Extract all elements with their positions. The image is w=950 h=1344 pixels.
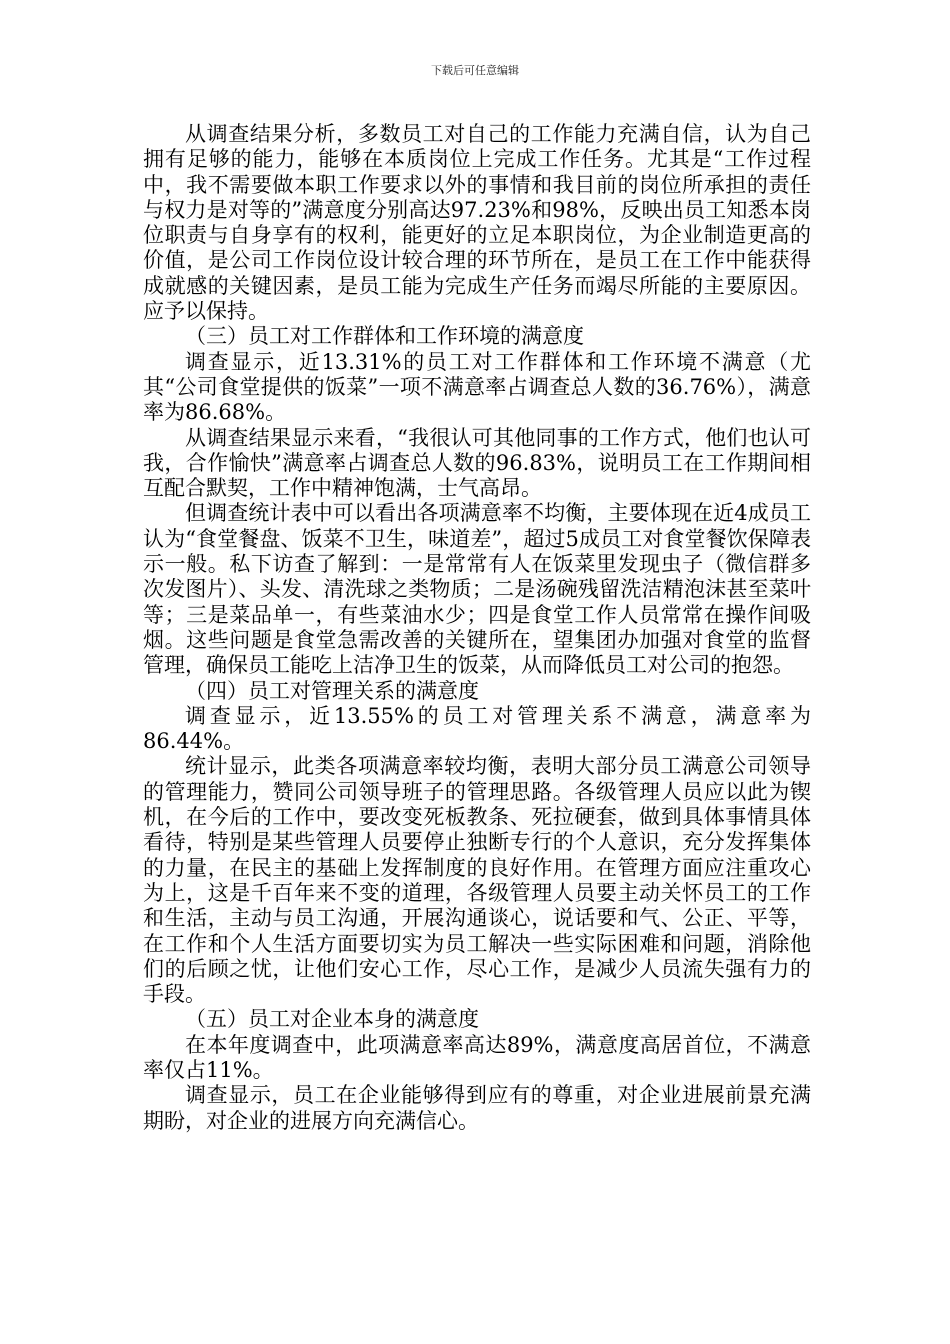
paragraph-ability-analysis: 从调查结果分析，多数员工对自己的工作能力充满自信，认为自己拥有足够的能力，能够在本质岗位上完成工作任务。尤其是“工作过程中，我不需要做本职工作要求以外的事情和我目前的岗位所承担的责任与权力是对等的”满意度分别高达97.23%和98%，反映出员工知悉本岗位职责与自身享有的权利，能更好的立足本职岗位，为企业制造更高的价值，是公司工作岗位设计较合理的环节所在，是员工在工作中能获得成就感的关键因素，是员工能为完成生产任务而竭尽所能的主要原因。应予以保持。 xyxy=(143,122,811,324)
document-body xyxy=(143,122,811,1134)
paragraph-management-advice: 统计显示，此类各项满意率较均衡，表明大部分员工满意公司领导的管理能力，赞同公司领导班子的管理思路。各级管理人员应以此为锲机，在今后的工作中，要改变死板教条、死拉硬套，做到具体事情具体看待，特别是某些管理人员要停止独断专行的个人意识，充分发挥集体的力量，在民主的基础上发挥制度的良好作用。在管理方面应注重攻心为上，这是千百年来不变的道理，各级管理人员要主动关怀员工的工作和生活，主动与员工沟通，开展沟通谈心，说话要和气、公正、平等，在工作和个人生活方面要切实为员工解决一些实际困难和问题，消除他们的后顾之忧，让他们安心工作，尽心工作，是减少人员流失强有力的手段。 xyxy=(143,754,811,1007)
section-heading-management: （四）员工对管理关系的满意度 xyxy=(185,678,479,703)
page-header: 下载后可任意编辑 xyxy=(431,64,519,77)
paragraph-enterprise-outlook: 调查显示，员工在企业能够得到应有的尊重，对企业进展前景充满期盼，对企业的进展方向充满信心。 xyxy=(143,1083,811,1133)
section-heading-enterprise: （五）员工对企业本身的满意度 xyxy=(185,1007,479,1032)
paragraph-management-survey: 调查显示，近13.55%的员工对管理关系不满意，满意率为86.44%。 xyxy=(143,703,811,754)
paragraph-canteen-issues: 但调查统计表中可以看出各项满意率不均衡，主要体现在近4成员工认为“食堂餐盘、饭菜不卫生，味道差”，超过5成员工对食堂餐饮保障表示一般。私下访查了解到：一是常常有人在饭菜里发现虫子（微信群多次发图片）、头发、清洗球之类物质；二是汤碗残留洗洁精泡沫甚至菜叶等；三是菜品单一，有些菜油水少；四是食堂工作人员常常在操作间吸烟。这些问题是食堂急需改善的关键所在，望集团办加强对食堂的监督管理，确保员工能吃上洁净卫生的饭菜，从而降低员工对公司的抱怨。 xyxy=(143,501,811,678)
section-heading-work-environment: （三）员工对工作群体和工作环境的满意度 xyxy=(185,324,584,349)
paragraph-enterprise-survey: 在本年度调查中，此项满意率高达89%，满意度高居首位，不满意率仅占11%。 xyxy=(143,1032,811,1082)
paragraph-colleague-cooperation: 从调查结果显示来看，“我很认可其他同事的工作方式，他们也认可我，合作愉快”满意率占调查总人数的96.83%，说明员工在工作期间相互配合默契，工作中精神饱满，士气高昂。 xyxy=(143,425,811,501)
paragraph-environment-survey: 调查显示，近13.31%的员工对工作群体和工作环境不满意（尤其“公司食堂提供的饭菜”一项不满意率占调查总人数的36.76%），满意率为86.68%。 xyxy=(143,349,811,425)
